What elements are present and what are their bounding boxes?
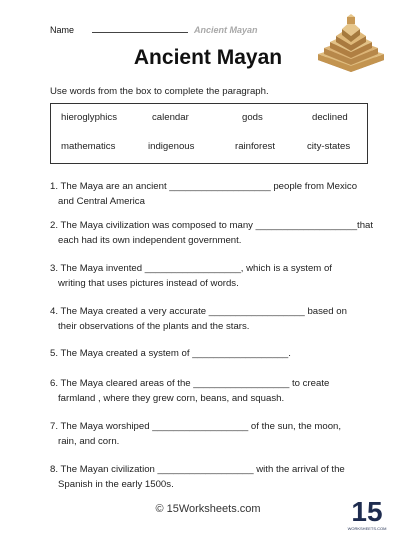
15worksheets-logo xyxy=(347,493,387,533)
question-line: Spanish in the early 1500s. xyxy=(58,479,174,490)
question-5 xyxy=(50,346,375,361)
question-line: 5. The Maya created a system of __________________. xyxy=(50,348,291,359)
word-bank-item: hieroglyphics xyxy=(61,112,117,123)
word-bank-item: city-states xyxy=(307,141,351,152)
question-8 xyxy=(50,462,375,492)
question-line: their observations of the plants and the stars. xyxy=(58,321,250,332)
word-bank xyxy=(50,103,368,164)
question-line: and Central America xyxy=(58,196,145,207)
pyramid-illustration xyxy=(316,14,386,74)
logo-text: WORKSHEETS.COM xyxy=(347,526,387,531)
question-line: 6. The Maya cleared areas of the __________________ to create xyxy=(50,378,330,389)
copyright-footer: © 15Worksheets.com xyxy=(155,503,261,515)
word-bank-item: declined xyxy=(312,112,348,123)
question-line: rain, and corn. xyxy=(58,436,120,447)
question-line: 1. The Maya are an ancient ___________________ people from Mexico xyxy=(50,181,358,192)
question-line: 3. The Maya invented __________________, which is a system of xyxy=(50,263,332,274)
page-title: Ancient Mayan xyxy=(133,46,283,69)
logo-number: 15 xyxy=(351,496,383,527)
word-bank-item: indigenous xyxy=(148,141,195,152)
question-3 xyxy=(50,261,375,291)
question-6 xyxy=(50,376,375,406)
question-line: each had its own independent government. xyxy=(58,235,242,246)
question-4 xyxy=(50,304,375,334)
word-bank-item: gods xyxy=(242,112,263,123)
question-1 xyxy=(50,179,375,209)
name-blank[interactable] xyxy=(92,24,188,33)
word-bank-item: calendar xyxy=(152,112,189,123)
name-label: Name xyxy=(50,25,75,35)
question-line: farmland , where they grew corn, beans, and squash. xyxy=(58,393,285,404)
question-line: 2. The Maya civilization was composed to many ___________________that xyxy=(50,220,374,231)
subject-label: Ancient Mayan xyxy=(194,25,258,35)
question-line: 8. The Mayan civilization __________________ with the arrival of the xyxy=(50,464,345,475)
question-line: 7. The Maya worshiped __________________ of the sun, the moon, xyxy=(50,421,342,432)
word-bank-item: mathematics xyxy=(61,141,116,152)
name-line xyxy=(50,24,258,35)
question-line: writing that uses pictures instead of words. xyxy=(58,278,239,289)
question-2 xyxy=(50,218,375,248)
word-bank-item: rainforest xyxy=(235,141,275,152)
question-line: 4. The Maya created a very accurate __________________ based on xyxy=(50,306,347,317)
instructions: Use words from the box to complete the paragraph. xyxy=(50,86,269,97)
question-7 xyxy=(50,419,375,449)
